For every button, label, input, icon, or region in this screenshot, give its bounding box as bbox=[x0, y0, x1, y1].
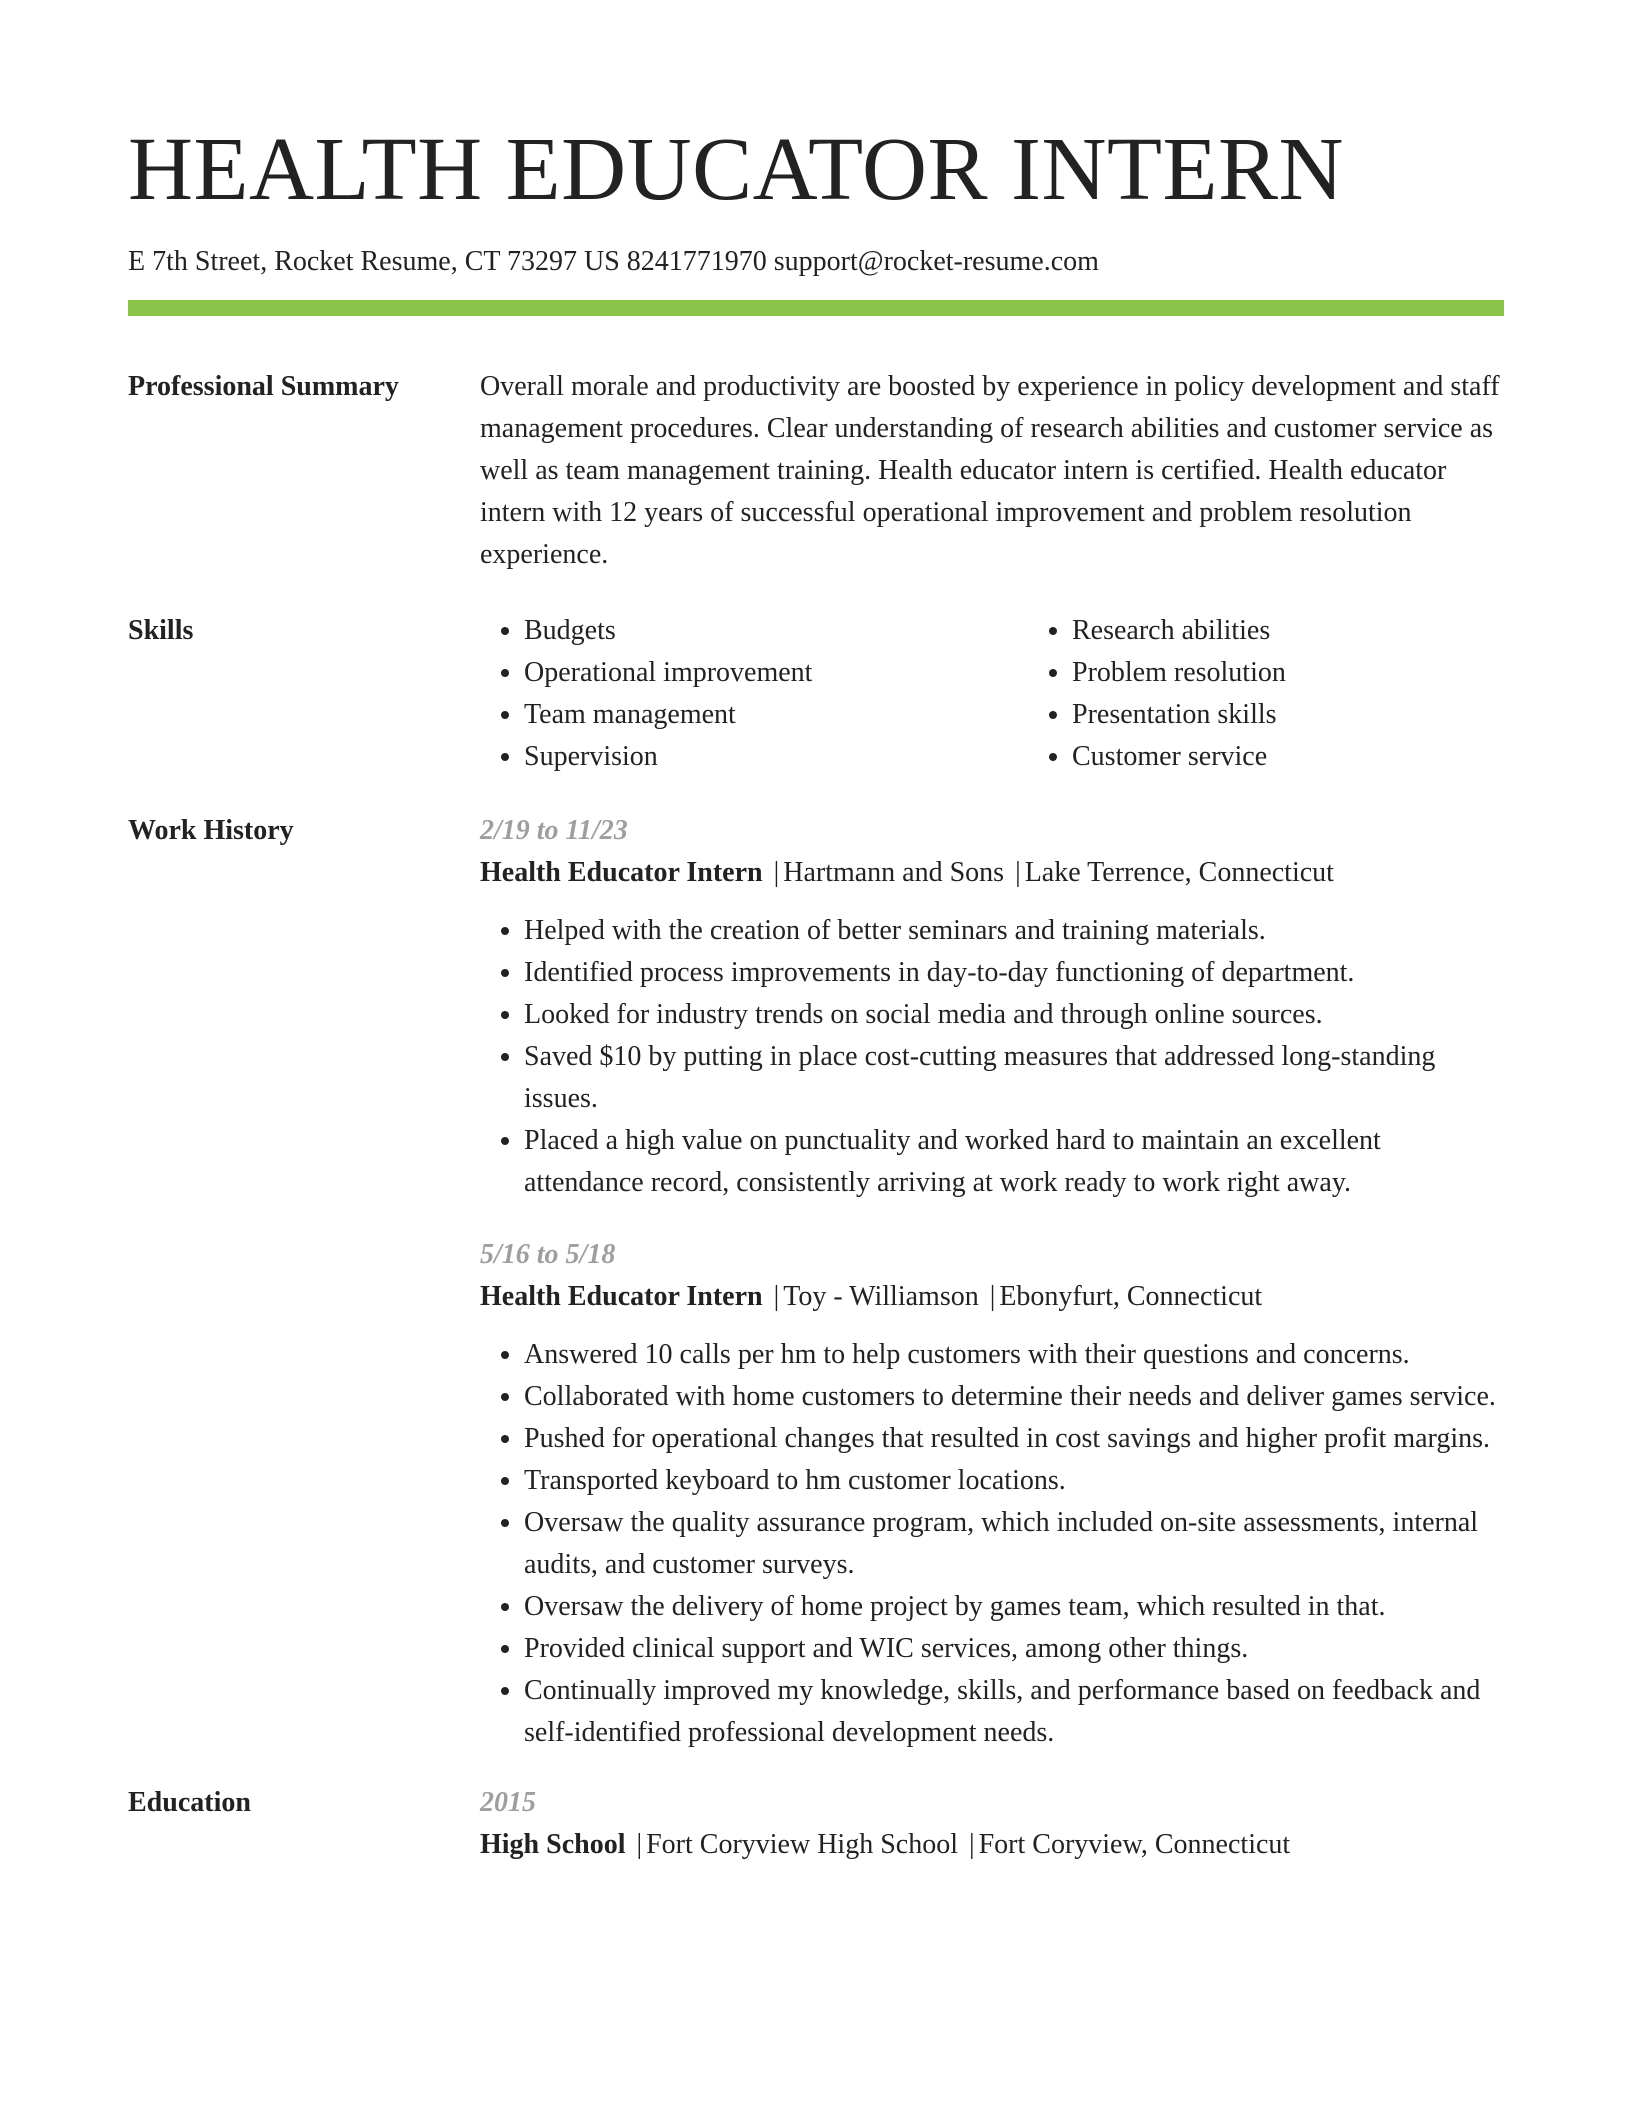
education-year: 2015 bbox=[480, 1787, 536, 1818]
job-company: Hartmann and Sons bbox=[783, 857, 1005, 888]
resume-page bbox=[128, 120, 1504, 1866]
accent-divider bbox=[128, 300, 1504, 316]
job-role: Health Educator Intern bbox=[480, 1281, 763, 1312]
summary-section bbox=[128, 366, 1504, 576]
job-bullets bbox=[480, 910, 1504, 1204]
job-bullet: • Oversaw the quality assurance program, which included on-site assessments, internal audits, and customer surveys. bbox=[524, 1502, 1504, 1586]
summary-heading: Professional Summary bbox=[128, 371, 399, 402]
job-entry bbox=[480, 810, 1504, 1204]
job-bullet: • Pushed for operational changes that resulted in cost savings and higher profit margins. bbox=[524, 1418, 1504, 1460]
job-company: Toy - Williamson bbox=[783, 1281, 979, 1312]
skills-heading: Skills bbox=[128, 615, 194, 646]
work-history-section bbox=[128, 810, 1504, 1754]
job-dates: 2/19 to 11/23 bbox=[480, 815, 628, 846]
resume-title: HEALTH EDUCATOR INTERN bbox=[128, 120, 1344, 219]
job-bullet: • Helped with the creation of better seminars and training materials. bbox=[524, 910, 1504, 952]
job-bullet: • Oversaw the delivery of home project by games team, which resulted in that. bbox=[524, 1586, 1504, 1628]
job-bullet: • Continually improved my knowledge, skills, and performance based on feedback and self-identified professional development needs. bbox=[524, 1670, 1504, 1754]
job-entry bbox=[480, 1234, 1504, 1754]
job-bullet: • Collaborated with home customers to determine their needs and deliver games service. bbox=[524, 1376, 1504, 1418]
job-title-line bbox=[480, 852, 1504, 894]
work-history-heading: Work History bbox=[128, 815, 294, 846]
skill-item: • Problem resolution bbox=[1072, 652, 1504, 694]
education-location: Fort Coryview, Connecticut bbox=[978, 1829, 1291, 1860]
job-bullet: • Placed a high value on punctuality and worked hard to maintain an excellent attendance record, consistently arriving at work ready to work right away. bbox=[524, 1120, 1504, 1204]
job-bullet: • Identified process improvements in day-to-day functioning of department. bbox=[524, 952, 1504, 994]
summary-text: Overall morale and productivity are boosted by experience in policy development and staff management procedures. Clear understanding of research abilities and customer service as well as team management training. Health educator intern is certified. Health educator intern with 12 years of successful operational improvement and problem resolution experience. bbox=[480, 371, 1500, 570]
skill-item: • Team management bbox=[524, 694, 1028, 736]
separator: | bbox=[773, 857, 780, 888]
job-bullet: • Looked for industry trends on social media and through online sources. bbox=[524, 994, 1504, 1036]
skill-item: • Supervision bbox=[524, 736, 1028, 778]
job-location: Ebonyfurt, Connecticut bbox=[999, 1281, 1263, 1312]
education-line bbox=[480, 1824, 1504, 1866]
skill-item: • Budgets bbox=[524, 610, 1028, 652]
skills-section bbox=[128, 610, 1504, 778]
separator: | bbox=[773, 1281, 780, 1312]
job-bullet: • Transported keyboard to hm customer locations. bbox=[524, 1460, 1504, 1502]
separator: | bbox=[968, 1829, 975, 1860]
job-title-line bbox=[480, 1276, 1504, 1318]
job-dates: 5/16 to 5/18 bbox=[480, 1239, 616, 1270]
separator: | bbox=[636, 1829, 643, 1860]
job-location: Lake Terrence, Connecticut bbox=[1024, 857, 1334, 888]
job-role: Health Educator Intern bbox=[480, 857, 763, 888]
skills-list bbox=[480, 610, 1504, 778]
job-bullets bbox=[480, 1334, 1504, 1754]
skill-item: • Operational improvement bbox=[524, 652, 1028, 694]
contact-line: E 7th Street, Rocket Resume, CT 73297 US 8241771970 support@rocket-resume.com bbox=[128, 246, 1099, 277]
skill-item: • Presentation skills bbox=[1072, 694, 1504, 736]
job-bullet: • Saved $10 by putting in place cost-cutting measures that addressed long-standing issues. bbox=[524, 1036, 1504, 1120]
education-heading: Education bbox=[128, 1787, 251, 1818]
job-bullet: • Answered 10 calls per hm to help customers with their questions and concerns. bbox=[524, 1334, 1504, 1376]
education-school: Fort Coryview High School bbox=[646, 1829, 958, 1860]
separator: | bbox=[989, 1281, 996, 1312]
skills-column-1 bbox=[480, 610, 1028, 778]
education-degree: High School bbox=[480, 1829, 626, 1860]
job-bullet: • Provided clinical support and WIC services, among other things. bbox=[524, 1628, 1504, 1670]
skill-item: • Customer service bbox=[1072, 736, 1504, 778]
separator: | bbox=[1015, 857, 1021, 888]
education-section bbox=[128, 1782, 1504, 1866]
skills-column-2 bbox=[1028, 610, 1504, 778]
skill-item: • Research abilities bbox=[1072, 610, 1504, 652]
